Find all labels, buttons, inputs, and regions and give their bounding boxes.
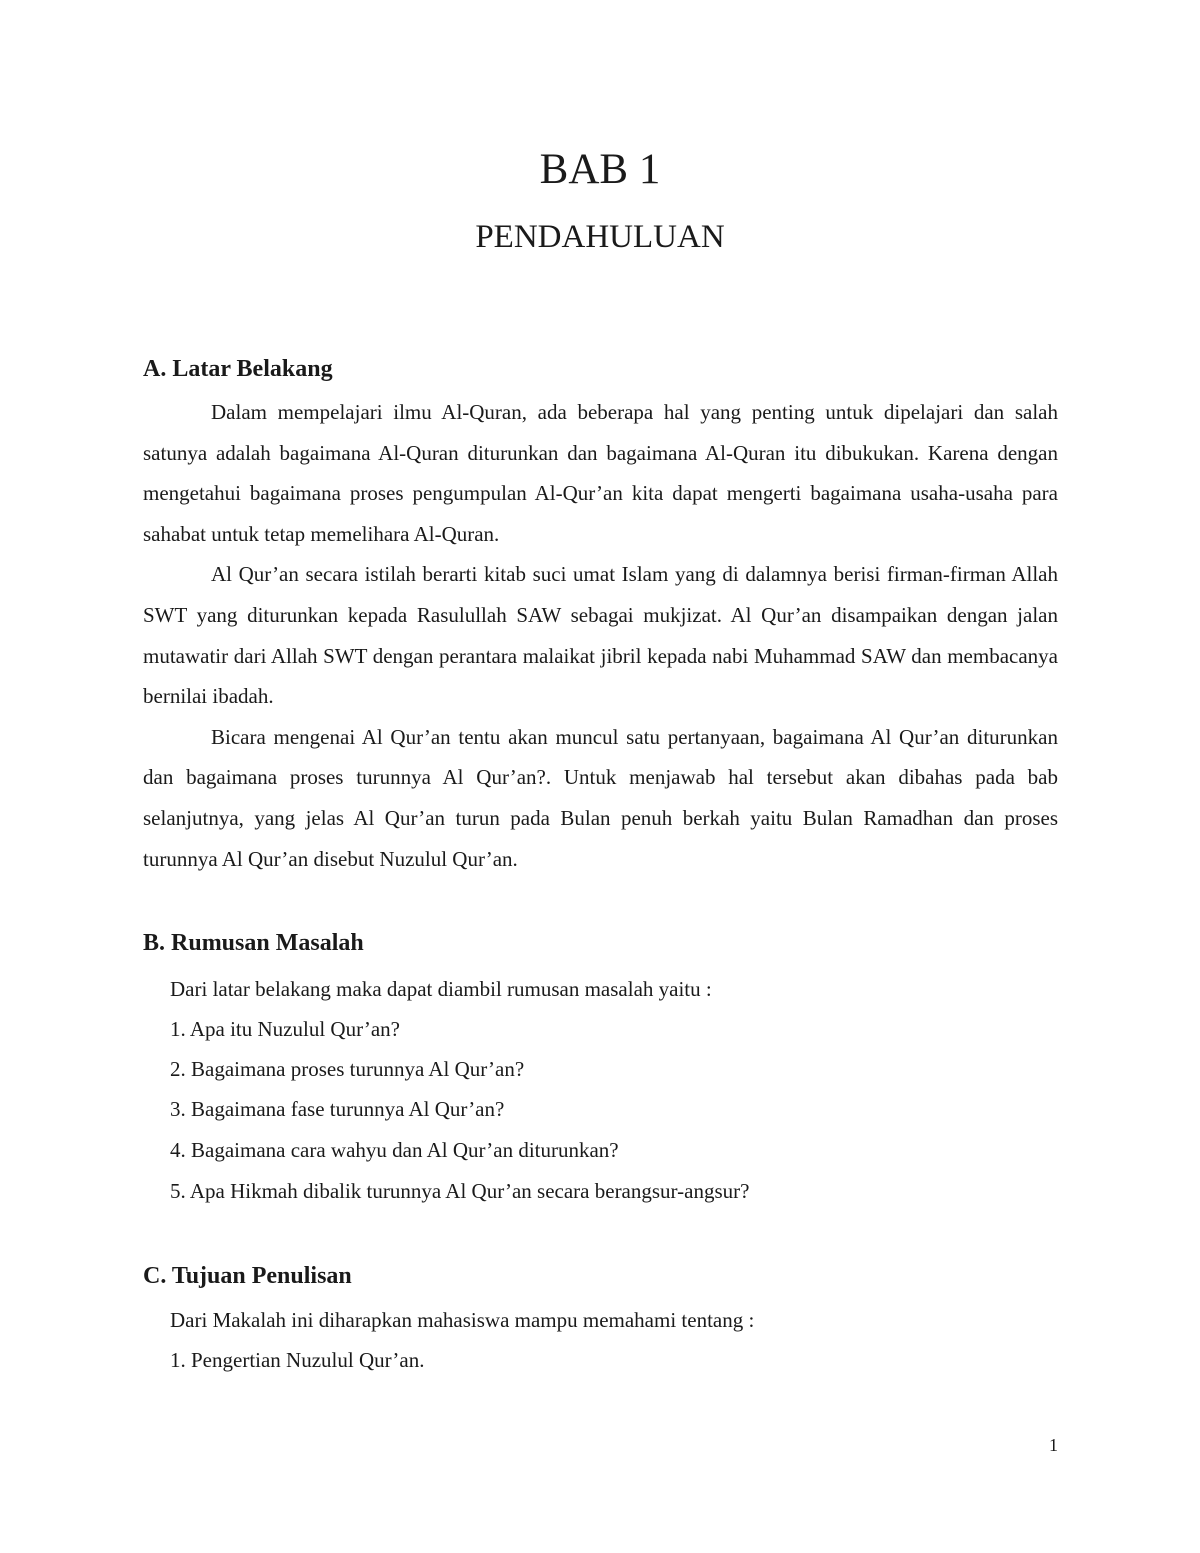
section-c-item-1: 1. Pengertian Nuzulul Qur’an.: [170, 1348, 425, 1372]
section-b-item-4: 4. Bagaimana cara wahyu dan Al Qur’an diturunkan?: [170, 1138, 619, 1162]
section-b-heading: B. Rumusan Masalah: [143, 930, 364, 956]
page-number: 1: [1049, 1435, 1058, 1455]
section-a-paragraph-2: Al Qur’an secara istilah berarti kitab suci umat Islam yang di dalamnya berisi firman-firman Allah SWT yang diturunkan kepada Rasulullah SAW sebagai mukjizat. Al Qur’an disampaikan dengan jalan mutawatir dari Allah SWT dengan perantara malaikat jibril kepada nabi Muhammad SAW dan membacanya bernilai ibadah.: [143, 562, 1058, 709]
section-a-body: [143, 392, 1058, 879]
section-b-intro: Dari latar belakang maka dapat diambil rumusan masalah yaitu :: [170, 977, 712, 1001]
section-c-intro: Dari Makalah ini diharapkan mahasiswa mampu memahami tentang :: [170, 1308, 755, 1332]
section-b-item-5: 5. Apa Hikmah dibalik turunnya Al Qur’an secara berangsur-angsur?: [170, 1179, 750, 1203]
chapter-title: PENDAHULUAN: [475, 219, 725, 255]
section-b-item-3: 3. Bagaimana fase turunnya Al Qur’an?: [170, 1097, 505, 1121]
section-c-heading: C. Tujuan Penulisan: [143, 1263, 352, 1289]
chapter-number: BAB 1: [539, 146, 661, 193]
section-a-paragraph-1: Dalam mempelajari ilmu Al-Quran, ada beberapa hal yang penting untuk dipelajari dan salah satunya adalah bagaimana Al-Quran diturunkan dan bagaimana Al-Quran itu dibukukan. Karena dengan mengetahui bagaimana proses pengumpulan Al-Qur’an kita dapat mengerti bagaimana usaha-usaha para sahabat untuk tetap memelihara Al-Quran.: [143, 400, 1058, 546]
section-a-heading: A. Latar Belakang: [143, 356, 333, 382]
section-b-item-1: 1. Apa itu Nuzulul Qur’an?: [170, 1017, 400, 1041]
section-a-paragraph-3: Bicara mengenai Al Qur’an tentu akan muncul satu pertanyaan, bagaimana Al Qur’an diturunkan dan bagaimana proses turunnya Al Qur’an?. Untuk menjawab hal tersebut akan dibahas pada bab selanjutnya, yang jelas Al Qur’an turun pada Bulan penuh berkah yaitu Bulan Ramadhan dan proses turunnya Al Qur’an disebut Nuzulul Qur’an.: [143, 724, 1058, 871]
section-b-item-2: 2. Bagaimana proses turunnya Al Qur’an?: [170, 1057, 525, 1081]
